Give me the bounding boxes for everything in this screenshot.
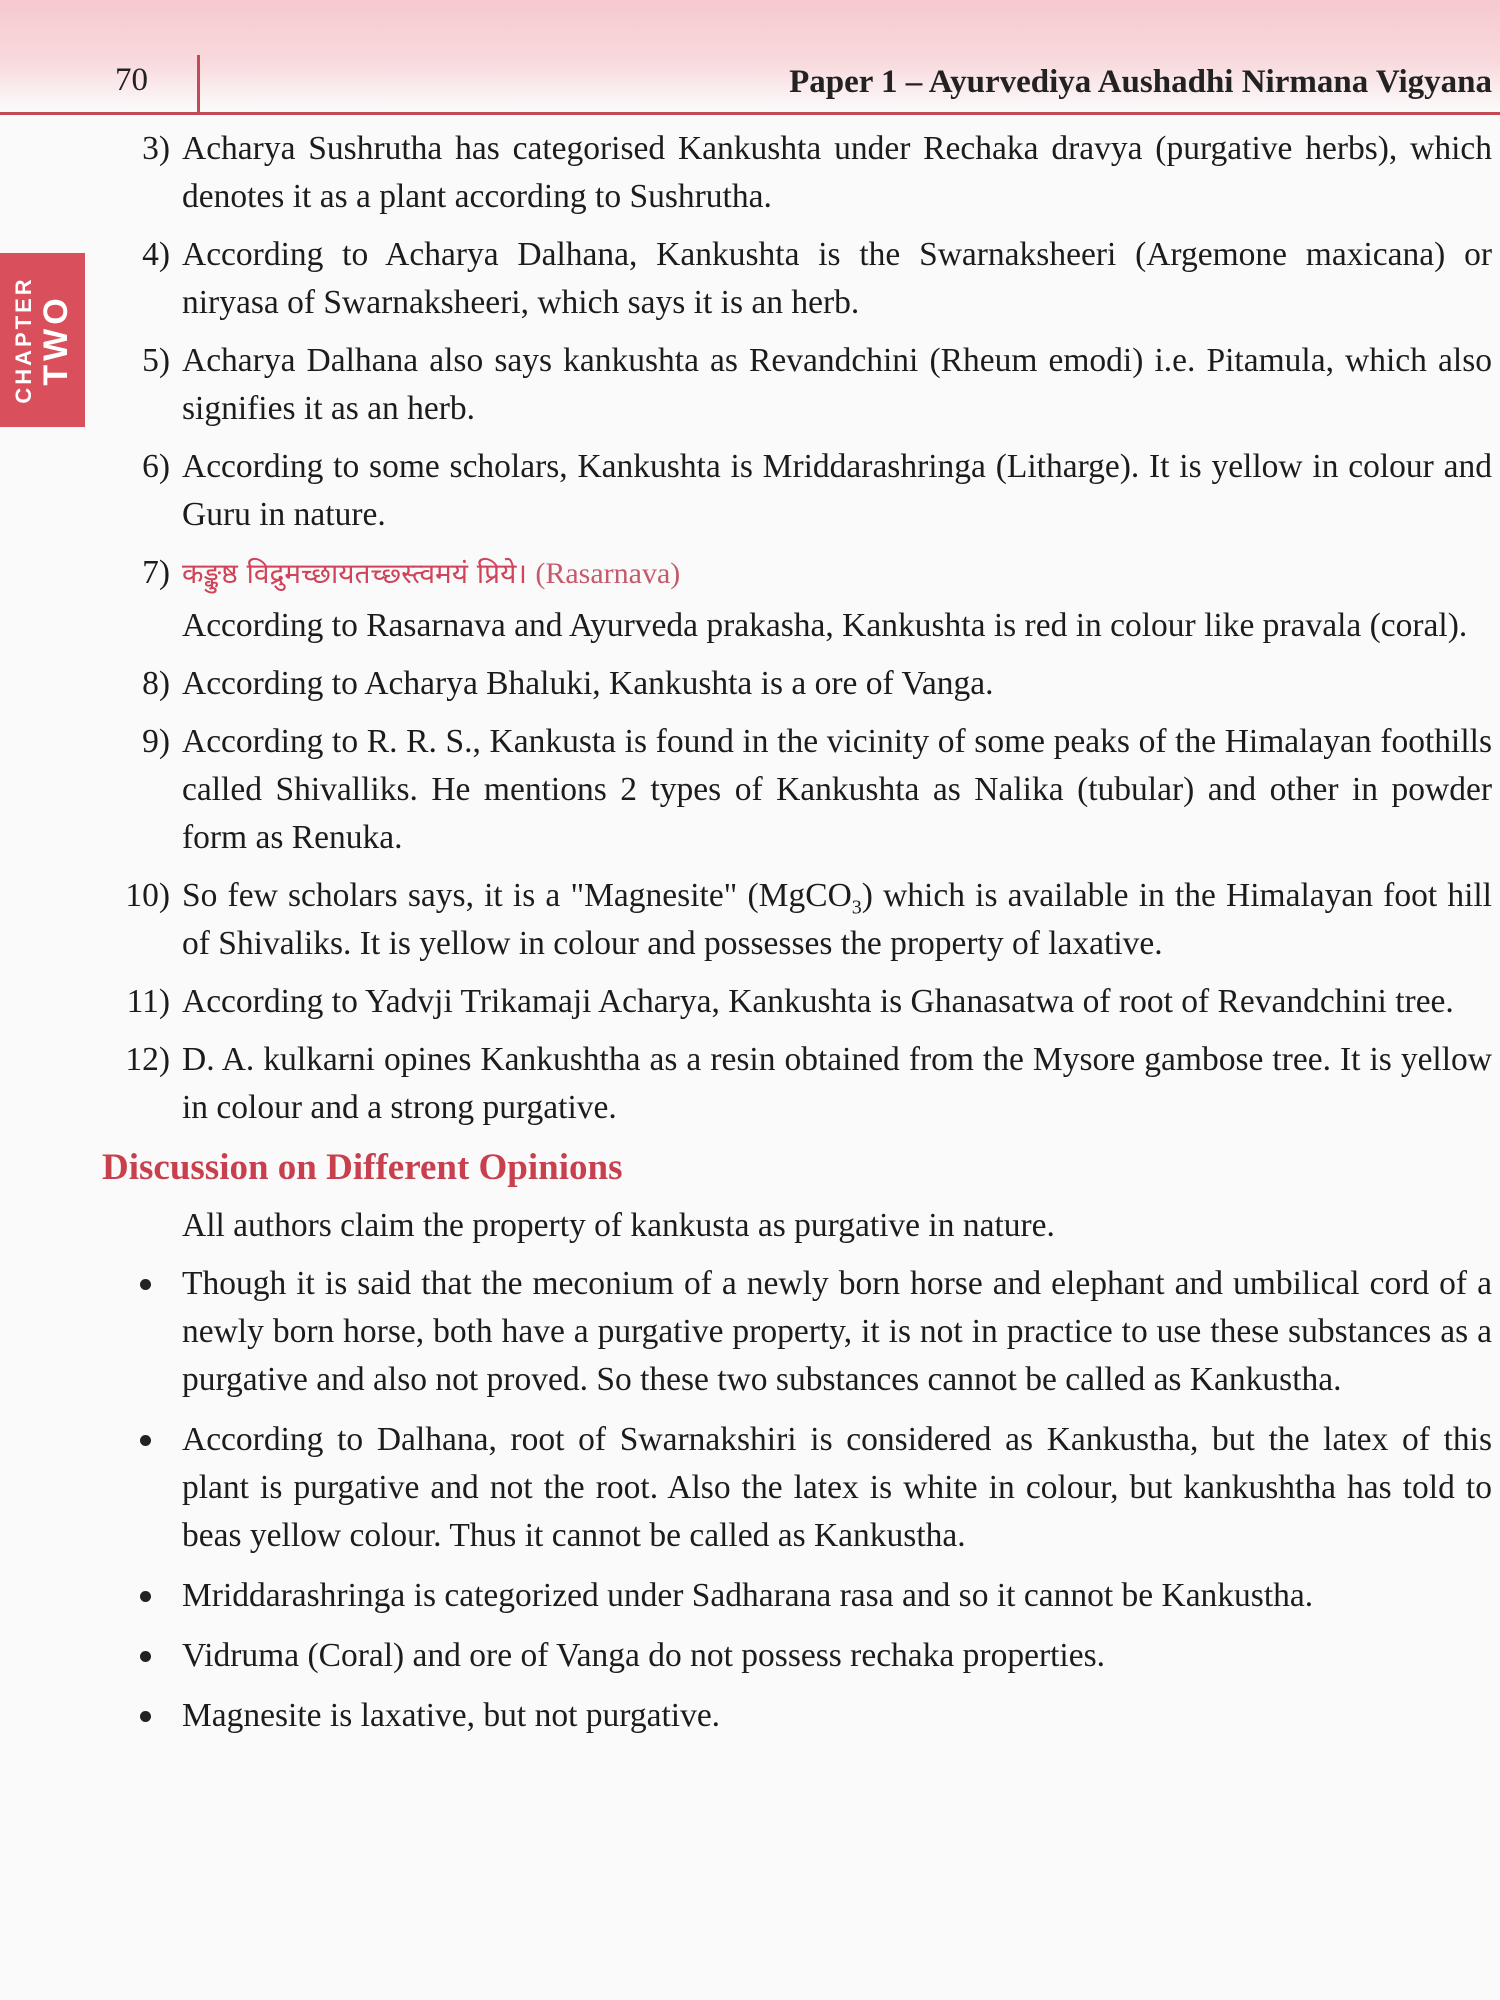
bullet-icon bbox=[140, 1279, 151, 1290]
bullet-icon bbox=[140, 1651, 151, 1662]
list-item bbox=[0, 1036, 1500, 1132]
list-item bbox=[0, 125, 1500, 221]
item-text: Acharya Dalhana also says kankushta as Revandchini (Rheum emodi) i.e. Pitamula, which also signifies it as an herb. bbox=[182, 342, 1492, 427]
item-number: 11) bbox=[126, 983, 170, 1020]
item-number: 3) bbox=[142, 130, 170, 167]
item-text: According to R. R. S., Kankusta is found in the vicinity of some peaks of the Himalayan foothills called Shivalliks. He mentions 2 types of Kankushta as Nalika (tubular) and other in powder form as Renuka. bbox=[182, 723, 1492, 856]
item-number: 7) bbox=[142, 554, 170, 591]
subscript: 3 bbox=[851, 896, 862, 919]
item-text: According to Acharya Dalhana, Kankushta is the Swarnaksheeri (Argemone maxicana) or niryasa of Swarnaksheeri, which says it is an herb. bbox=[182, 236, 1492, 321]
bullet-icon bbox=[140, 1591, 151, 1602]
list-item bbox=[0, 660, 1500, 708]
item-text: According to Acharya Bhaluki, Kankushta is a ore of Vanga. bbox=[182, 665, 994, 702]
item-text: Acharya Sushrutha has categorised Kankushta under Rechaka dravya (purgative herbs), which denotes it as a plant according to Sushrutha. bbox=[182, 130, 1492, 215]
item-number: 5) bbox=[142, 342, 170, 379]
page-number: 70 bbox=[115, 62, 148, 98]
section-intro: All authors claim the property of kankusta as purgative in nature. bbox=[182, 1207, 1055, 1244]
bullet-text: Vidruma (Coral) and ore of Vanga do not possess rechaka properties. bbox=[182, 1637, 1106, 1674]
item-number: 9) bbox=[142, 723, 170, 760]
running-header-title: Paper 1 – Ayurvediya Aushadhi Nirmana Vigyana bbox=[789, 64, 1492, 100]
chapter-tab-label: CHAPTER bbox=[10, 276, 36, 404]
item-number: 8) bbox=[142, 665, 170, 702]
bullet-item bbox=[0, 1260, 1500, 1404]
item-text bbox=[182, 872, 1492, 968]
list-item bbox=[0, 718, 1500, 862]
item-text-part: ) which is available in the Himalayan foot hill of Shivaliks. It is yellow in colour and possesses the property of laxative. bbox=[182, 877, 1492, 962]
bullet-icon bbox=[140, 1435, 151, 1446]
bullet-item bbox=[0, 1692, 1500, 1740]
sanskrit-verse bbox=[182, 549, 1492, 598]
header-divider bbox=[197, 55, 200, 112]
list-item bbox=[0, 872, 1500, 968]
bullet-text: Magnesite is laxative, but not purgative. bbox=[182, 1697, 721, 1734]
chapter-tab-number: TWO bbox=[36, 294, 75, 386]
item-number: 10) bbox=[125, 877, 170, 914]
list-item bbox=[0, 978, 1500, 1026]
verse-source: (Rasarnava) bbox=[535, 557, 681, 590]
list-item bbox=[0, 549, 1500, 598]
item-text-part: So few scholars says, it is a "Magnesite" (MgCO bbox=[182, 877, 852, 914]
item-text: According to Rasarnava and Ayurveda prakasha, Kankushta is red in colour like pravala (coral). bbox=[182, 607, 1468, 644]
section-heading: Discussion on Different Opinions bbox=[102, 1147, 623, 1188]
list-item bbox=[0, 231, 1500, 327]
item-number: 4) bbox=[142, 236, 170, 273]
bullet-text: According to Dalhana, root of Swarnakshiri is considered as Kankustha, but the latex of this plant is purgative and not the root. Also the latex is white in colour, but kankushtha has told to beas yellow colour. Thus it cannot be called as Kankustha. bbox=[182, 1421, 1492, 1554]
list-item bbox=[0, 337, 1500, 433]
bullet-icon bbox=[140, 1711, 151, 1722]
item-text: D. A. kulkarni opines Kankushtha as a resin obtained from the Mysore gambose tree. It is yellow in colour and a strong purgative. bbox=[182, 1041, 1492, 1126]
item-text: According to some scholars, Kankushta is Mriddarashringa (Litharge). It is yellow in colour and Guru in nature. bbox=[182, 448, 1492, 533]
bullet-text: Mriddarashringa is categorized under Sadharana rasa and so it cannot be Kankustha. bbox=[182, 1577, 1314, 1614]
list-item bbox=[0, 443, 1500, 539]
bullet-text: Though it is said that the meconium of a newly born horse and elephant and umbilical cord of a newly born horse, both have a purgative property, it is not in practice to use these substances as a purgative and also not proved. So these two substances cannot be called as Kankustha. bbox=[182, 1265, 1492, 1398]
header-rule bbox=[0, 112, 1500, 115]
item-number: 6) bbox=[142, 448, 170, 485]
bullet-item bbox=[0, 1416, 1500, 1560]
item-text: According to Yadvji Trikamaji Acharya, Kankushta is Ghanasatwa of root of Revandchini tree. bbox=[182, 983, 1454, 1020]
bullet-item bbox=[0, 1572, 1500, 1620]
page-body bbox=[0, 125, 1500, 1752]
bullet-item bbox=[0, 1632, 1500, 1680]
sanskrit-text: कङ्कुष्ठ विद्रुमच्छायतच्छ्स्त्वमयं प्रिये। bbox=[182, 557, 527, 590]
item-number: 12) bbox=[125, 1041, 170, 1078]
